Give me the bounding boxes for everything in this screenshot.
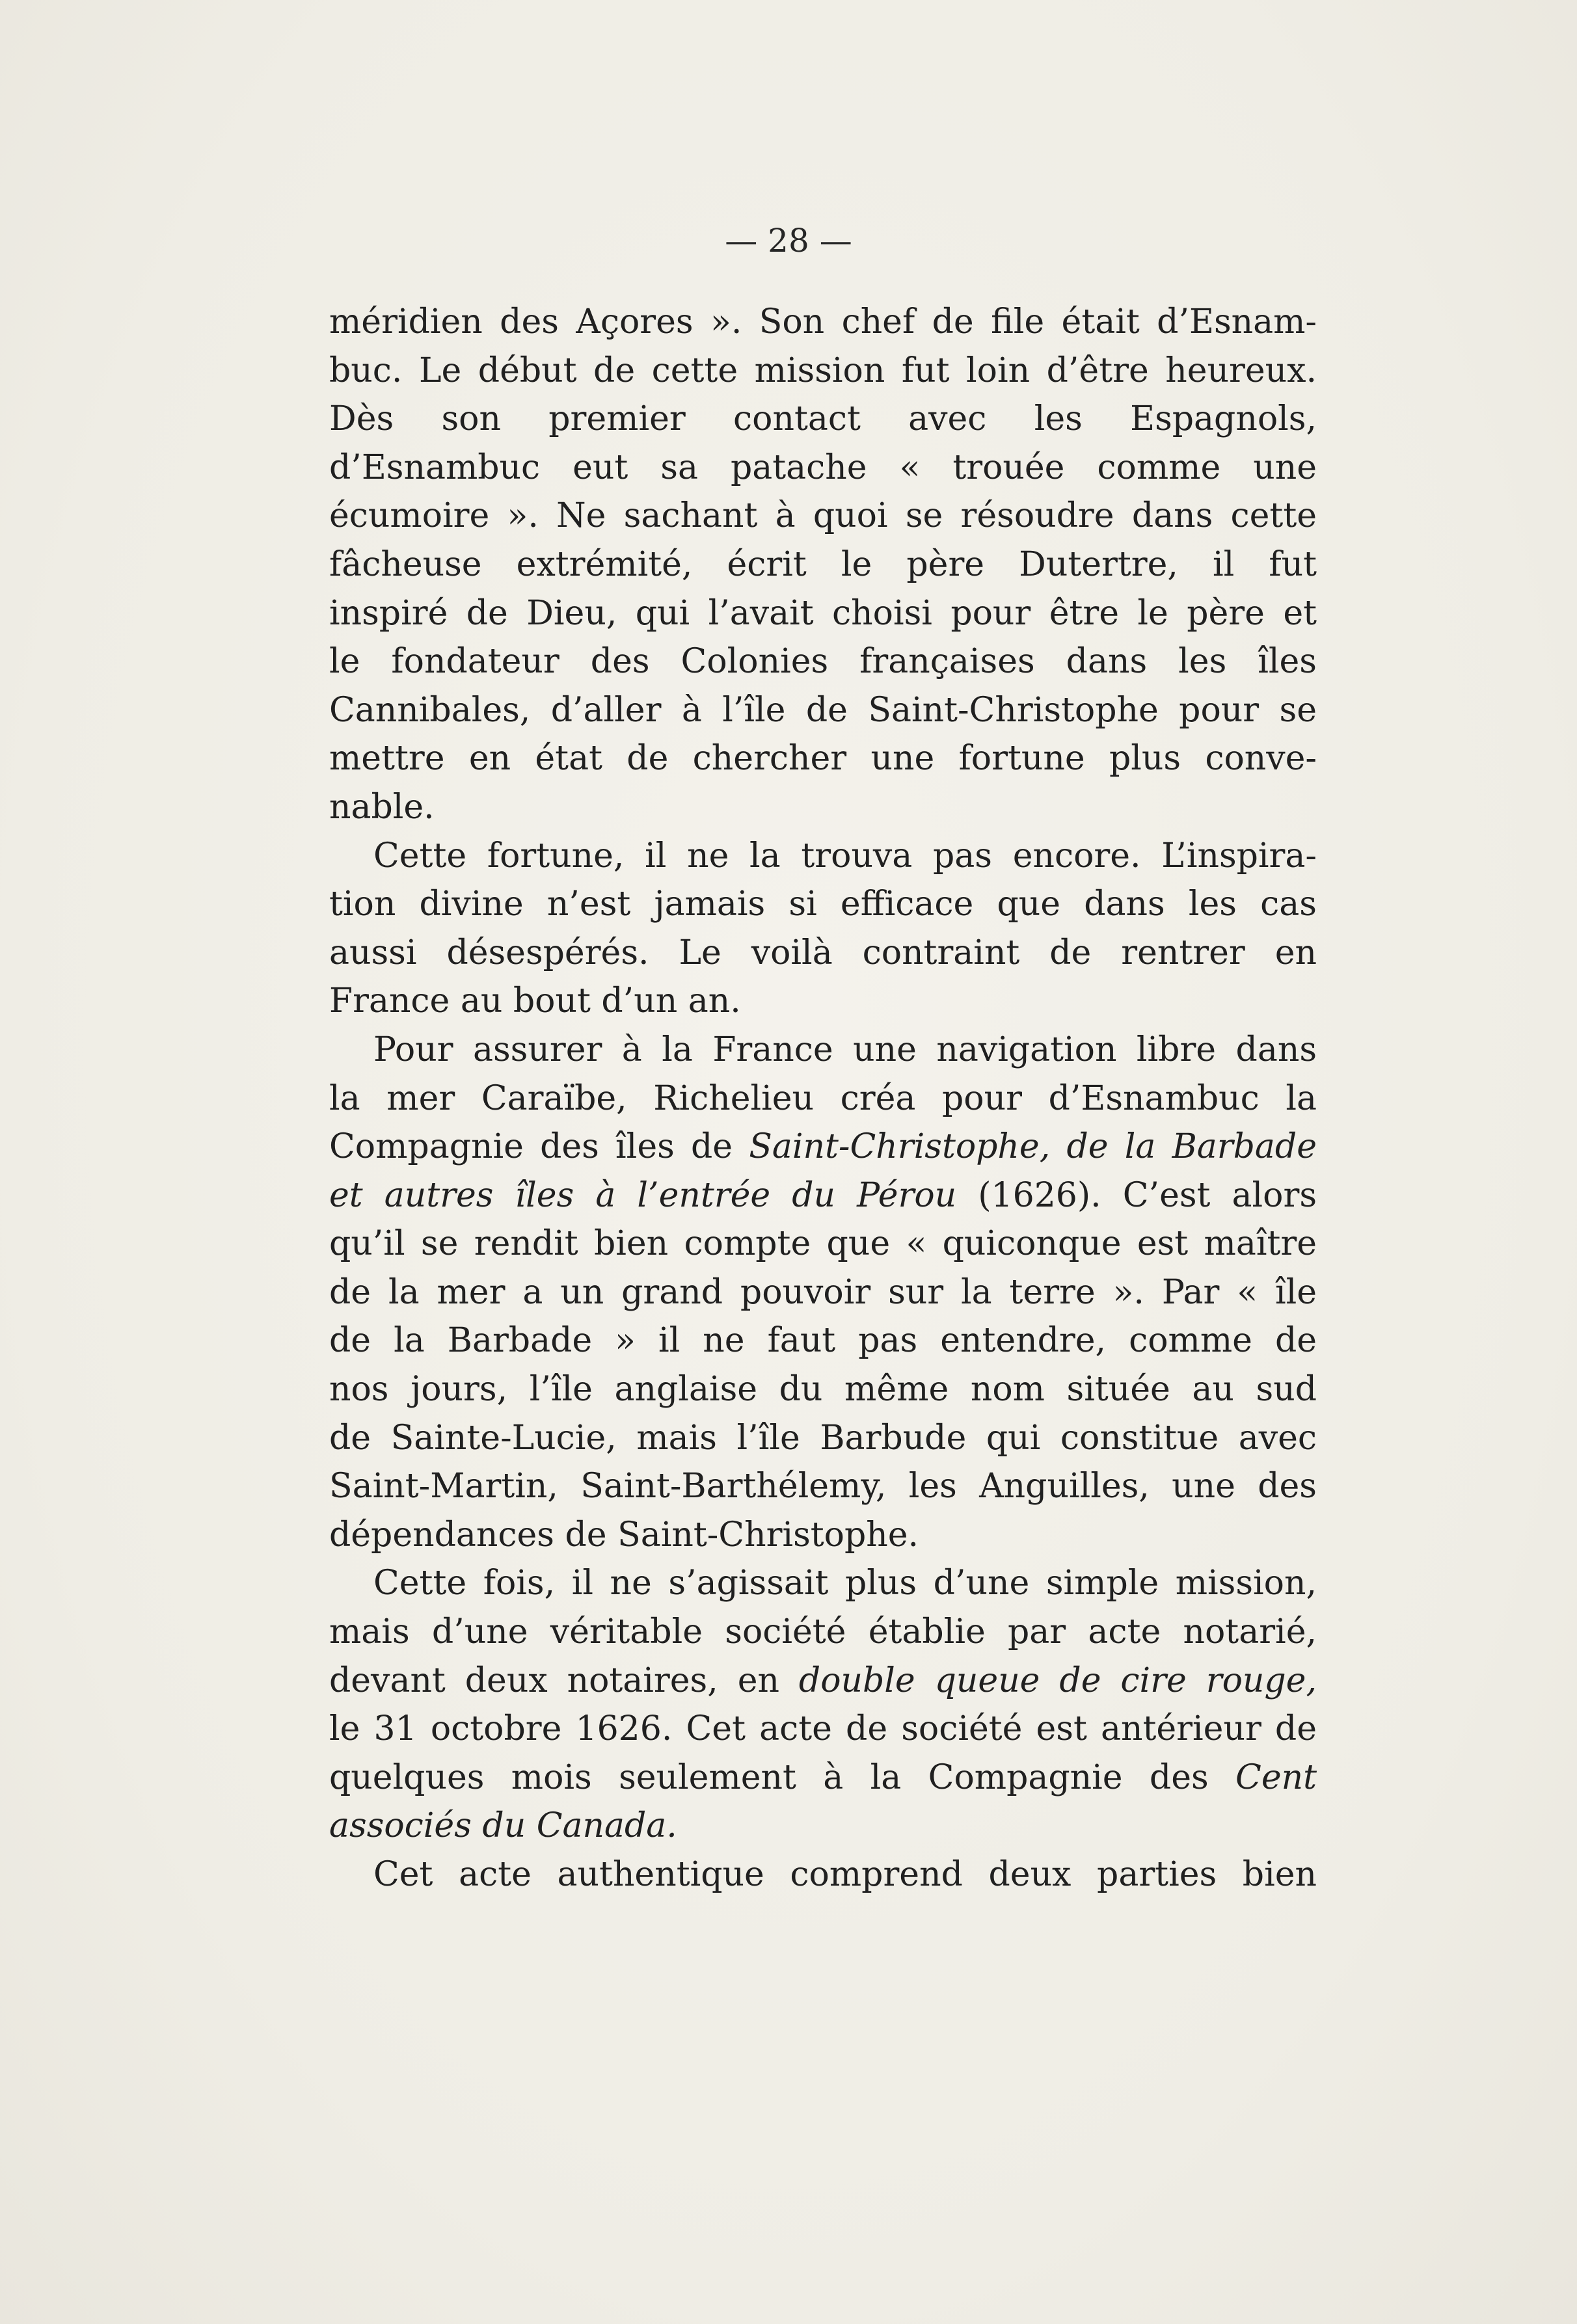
text-line: le 31 octobre 1626. Cet acte de société est antérieur de [329,1709,1317,1749]
text-line: d’Esnambuc eut sa patache « trouée comme une [329,447,1317,487]
text-line: France au bout d’un an. [329,982,741,1021]
text-line [329,1802,1317,1850]
text-line: mais d’une véritable société établie par acte notarié, [329,1612,1317,1652]
italic-title: Saint-Christophe, de la Barbade [749,1127,1317,1167]
text-segment: Compagnie des îles de [329,1127,749,1167]
text-line: mettre en état de chercher une fortune plus conve- [329,739,1317,779]
text-line: la mer Caraïbe, Richelieu créa pour d’Esnambuc la [329,1078,1317,1118]
italic-title: associés du Canada. [329,1806,677,1846]
text-line: qu’il se rendit bien compte que « quiconque est maître [329,1224,1317,1264]
text-line: Cet acte authentique comprend deux parties bien [373,1855,1317,1894]
text-segment: quelques mois seulement à la Compagnie des [329,1757,1236,1797]
text-line: de la Barbade » il ne faut pas entendre, comme de [329,1321,1317,1361]
text-line: Cette fortune, il ne la trouva pas encore. L’inspira- [373,836,1317,875]
text-line: méridien des Açores ». Son chef de file était d’Esnam- [329,302,1317,341]
text-line [329,1754,1317,1802]
text-line: dépendances de Saint-Christophe. [329,1515,919,1555]
italic-title: Cent [1235,1757,1317,1797]
text-line: le fondateur des Colonies françaises dans les îles [329,642,1317,682]
text-line: de Sainte-Lucie, mais l’île Barbude qui constitue avec [329,1418,1317,1458]
italic-phrase: double queue de cire rouge, [798,1661,1317,1700]
text-line: nos jours, l’île anglaise du même nom située au sud [329,1370,1317,1409]
text-line: buc. Le début de cette mission fut loin d’être heureux. [329,351,1317,390]
text-line [329,1123,1317,1171]
page-number: — 28 — [725,222,852,260]
text-line: Pour assurer à la France une navigation libre dans [373,1030,1317,1069]
text-line: de la mer a un grand pouvoir sur la terre ». Par « île [329,1272,1317,1312]
text-line [329,1657,1317,1705]
text-line: écumoire ». Ne sachant à quoi se résoudre dans cette [329,496,1317,536]
text-segment: (1626). C’est alors [956,1175,1317,1215]
text-line: fâcheuse extrémité, écrit le père Dutertre, il fut [329,544,1317,584]
text-line: Saint-Martin, Saint-Barthélemy, les Anguilles, une des [329,1467,1317,1506]
text-line: aussi désespérés. Le voilà contraint de rentrer en [329,933,1317,972]
italic-title: et autres îles à l’entrée du Pérou [329,1175,957,1215]
text-segment: devant deux notaires, en [329,1661,799,1700]
text-line: tion divine n’est jamais si efficace que dans les cas [329,885,1317,924]
text-line: nable. [329,787,435,827]
body-text [329,298,1317,1899]
text-line [329,1171,1317,1220]
text-line: Cette fois, il ne s’agissait plus d’une simple mission, [373,1564,1317,1603]
text-line: Dès son premier contact avec les Espagnols, [329,399,1317,439]
text-line: inspiré de Dieu, qui l’avait choisi pour être le père et [329,593,1317,633]
text-line: Cannibales, d’aller à l’île de Saint-Christophe pour se [329,690,1317,730]
